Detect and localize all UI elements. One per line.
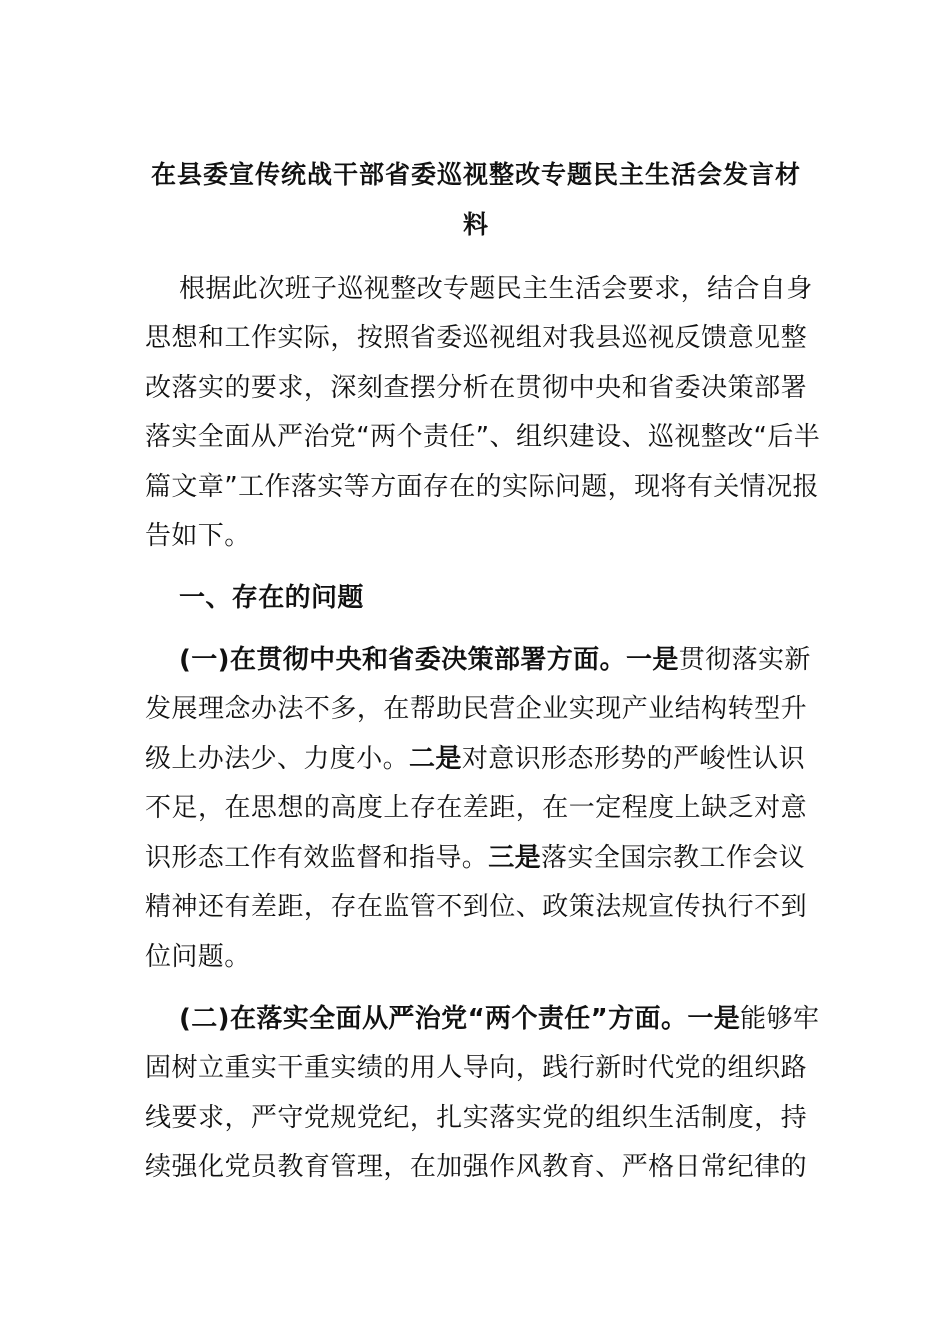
intro-line: 思想和工作实际，按照省委巡视组对我县巡视反馈意见整 <box>145 323 807 353</box>
text-span: 落实全国宗教工作会议 <box>541 843 806 873</box>
intro-line: 根据此次班子巡视整改专题民主生活会要求，结合自身 <box>179 274 813 304</box>
subsection-2-line-1 <box>145 994 820 1044</box>
subsection-1-line <box>145 734 807 784</box>
text-span: 贯彻落实新 <box>678 645 811 675</box>
subsection-2-line: 续强化党员教育管理，在加强作风教育、严格日常纪律的 <box>145 1152 807 1182</box>
title-line-2: 料 <box>462 210 489 239</box>
subsection-1-line: 位问题。 <box>145 942 251 972</box>
subsection-1-line <box>145 833 807 883</box>
subsection-1-line-1 <box>145 635 811 685</box>
subsection-1-heading: (一)在贯彻中央和省委决策部署方面。 <box>179 645 626 675</box>
subsection-1-line: 发展理念办法不多，在帮助民营企业实现产业结构转型升 <box>145 694 807 724</box>
document-title <box>145 150 807 250</box>
intro-line: 改落实的要求，深刻查摆分析在贯彻中央和省委决策部署 <box>145 373 807 403</box>
subsection-1-line: 不足，在思想的高度上存在差距，在一定程度上缺乏对意 <box>145 793 807 823</box>
intro-line: 告如下。 <box>145 521 251 551</box>
subsection-2-line: 线要求，严守党规党纪，扎实落实党的组织生活制度，持 <box>145 1103 807 1133</box>
text-span: 级上办法少、力度小。 <box>145 744 410 774</box>
subsection-2-heading: (二)在落实全面从严治党“两个责任”方面。 <box>179 1004 688 1034</box>
intro-line: 落实全面从严治党“两个责任”、组织建设、巡视整改“后半 <box>145 422 821 452</box>
marker-er-shi: 二是 <box>409 744 462 774</box>
subsection-2-line: 固树立重实干重实绩的用人导向，践行新时代党的组织路 <box>145 1053 807 1083</box>
intro-line: 篇文章”工作落实等方面存在的实际问题，现将有关情况报 <box>145 472 819 502</box>
subsection-1-line: 精神还有差距，存在监管不到位、政策法规宣传执行不到 <box>145 892 807 922</box>
marker-yi-shi: 一是 <box>625 645 679 675</box>
title-line-1: 在县委宣传统战干部省委巡视整改专题民主生活会发言材 <box>150 160 801 189</box>
marker-yi-shi: 一是 <box>687 1004 741 1034</box>
text-span: 能够牢 <box>740 1004 820 1034</box>
text-span: 识形态工作有效监督和指导。 <box>145 843 489 873</box>
marker-san-shi: 三是 <box>488 843 542 873</box>
text-span: 对意识形态形势的严峻性认识 <box>461 744 806 774</box>
section-heading: 一、存在的问题 <box>179 583 364 613</box>
